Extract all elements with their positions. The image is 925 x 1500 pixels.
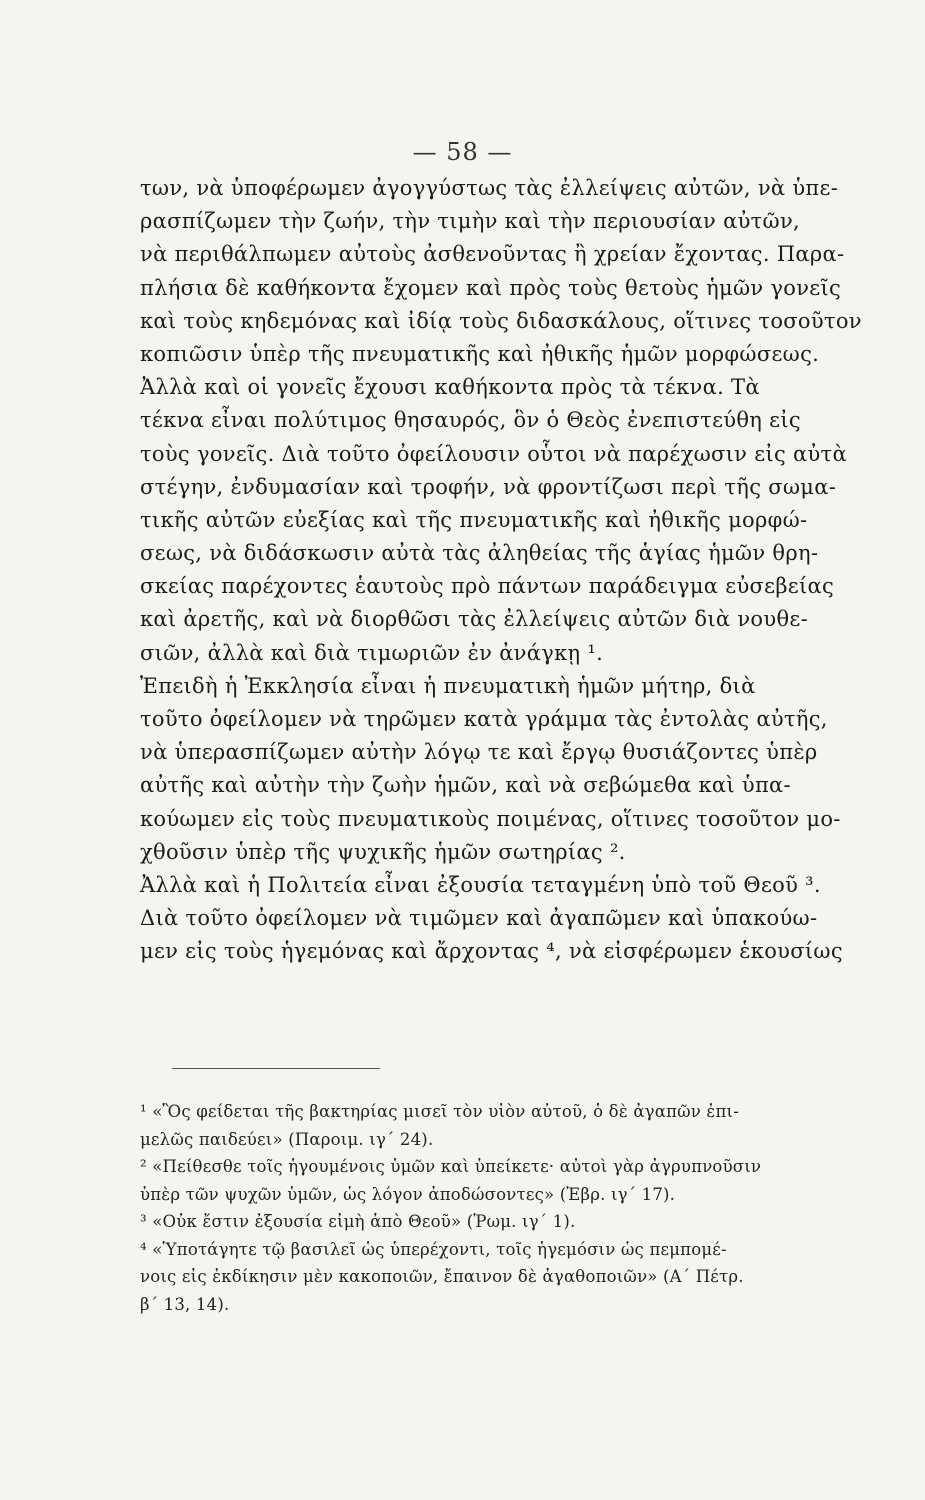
footnote-line: ³ «Οὐκ ἔστιν ἐξουσία εἰμὴ ἀπὸ Θεοῦ» (Ῥωμ. ιγ΄ 1). — [140, 1212, 576, 1231]
footnotes — [140, 1098, 875, 1318]
body-line: κοπιῶσιν ὑπὲρ τῆς πνευματικῆς καὶ ἠθικῆς ἡμῶν μορφώσεως. — [140, 341, 820, 366]
body-line: σιῶν, ἀλλὰ καὶ διὰ τιμωριῶν ἐν ἀνάγκῃ ¹. — [140, 640, 604, 665]
body-line: νὰ ὑπερασπίζωμεν αὐτὴν λόγῳ τε καὶ ἔργῳ θυσιάζοντες ὑπὲρ — [140, 740, 818, 765]
body-line: τέκνα εἶναι πολύτιμος θησαυρός, ὃν ὁ Θεὸς ἐνεπιστεύθη εἰς — [140, 408, 801, 433]
body-line: καὶ ἀρετῆς, καὶ νὰ διορθῶσι τὰς ἐλλείψεις αὐτῶν διὰ νουθε- — [140, 607, 808, 632]
body-text — [140, 172, 875, 969]
footnote-line: β΄ 13, 14). — [140, 1294, 230, 1314]
footnote-line: ¹ «Ὃς φείδεται τῆς βακτηρίας μισεῖ τὸν υἱὸν αὐτοῦ, ὁ δὲ ἀγαπῶν ἐπι- — [140, 1102, 739, 1121]
body-line: Διὰ τοῦτο ὀφείλομεν νὰ τιμῶμεν καὶ ἀγαπῶμεν καὶ ὑπακούω- — [140, 906, 818, 931]
body-line: τοὺς γονεῖς. Διὰ τοῦτο ὀφείλουσιν οὗτοι νὰ παρέχωσιν εἰς αὐτὰ — [140, 441, 847, 466]
body-line: χθοῦσιν ὑπὲρ τῆς ψυχικῆς ἡμῶν σωτηρίας ². — [140, 839, 626, 864]
page-number: — 58 — — [412, 138, 513, 166]
body-line: πλήσια δὲ καθήκοντα ἔχομεν καὶ πρὸς τοὺς θετοὺς ἡμῶν γονεῖς — [140, 275, 842, 300]
body-line: Ἀλλὰ καὶ οἱ γονεῖς ἔχουσι καθήκοντα πρὸς τὰ τέκνα. Τὰ — [140, 375, 760, 400]
body-line: σκείας παρέχοντες ἑαυτοὺς πρὸ πάντων παράδειγμα εὐσεβείας — [140, 574, 835, 599]
body-line: των, νὰ ὑποφέρωμεν ἀγογγύστως τὰς ἐλλείψεις αὐτῶν, νὰ ὑπε- — [140, 176, 839, 200]
footnote-line: ⁴ «Ὑποτάγητε τῷ βασιλεῖ ὡς ὑπερέχοντι, τοῖς ἡγεμόσιν ὡς πεμπομέ- — [140, 1239, 727, 1259]
body-line: κούωμεν εἰς τοὺς πνευματικοὺς ποιμένας, οἵτινες τοσοῦτον μο- — [140, 806, 841, 831]
footnote-divider — [172, 1068, 380, 1069]
body-line: νὰ περιθάλπωμεν αὐτοὺς ἀσθενοῦντας ἢ χρείαν ἔχοντας. Παρα- — [140, 242, 845, 267]
body-line: σεως, νὰ διδάσκωσιν αὐτὰ τὰς ἀληθείας τῆς ἁγίας ἡμῶν θρη- — [140, 541, 819, 566]
body-line: μεν εἰς τοὺς ἡγεμόνας καὶ ἄρχοντας ⁴, νὰ εἰσφέρωμεν ἑκουσίως — [140, 939, 843, 964]
body-line: τικῆς αὐτῶν εὐεξίας καὶ τῆς πνευματικῆς καὶ ἠθικῆς μορφώ- — [140, 507, 808, 532]
body-line: στέγην, ἐνδυμασίαν καὶ τροφήν, νὰ φροντίζωσι περὶ τῆς σωμα- — [140, 474, 837, 499]
footnote-line: ² «Πείθεσθε τοῖς ἡγουμένοις ὑμῶν καὶ ὑπείκετε· αὐτοὶ γὰρ ἀγρυπνοῦσιν — [140, 1157, 762, 1176]
body-line: Ἐπειδὴ ἡ Ἐκκλησία εἶναι ἡ πνευματικὴ ἡμῶν μήτηρ, διὰ — [140, 673, 756, 698]
body-line: Ἀλλὰ καὶ ἡ Πολιτεία εἶναι ἐξουσία τεταγμένη ὑπὸ τοῦ Θεοῦ ³. — [140, 872, 821, 897]
body-line: αὐτῆς καὶ αὐτὴν τὴν ζωὴν ἡμῶν, καὶ νὰ σεβώμεθα καὶ ὑπα- — [140, 773, 791, 798]
footnote-line: μελῶς παιδεύει» (Παροιμ. ιγ΄ 24). — [140, 1129, 434, 1149]
body-line: ρασπίζωμεν τὴν ζωήν, τὴν τιμὴν καὶ τὴν περιουσίαν αὐτῶν, — [140, 209, 801, 234]
body-line: τοῦτο ὀφείλομεν νὰ τηρῶμεν κατὰ γράμμα τὰς ἐντολὰς αὐτῆς, — [140, 707, 828, 731]
footnote-line: νοις εἰς ἐκδίκησιν μὲν κακοποιῶν, ἔπαινον δὲ ἀγαθοποιῶν» (Α΄ Πέτρ. — [140, 1267, 744, 1286]
footnote-line: ὑπὲρ τῶν ψυχῶν ὑμῶν, ὡς λόγον ἀποδώσοντες» (Ἑβρ. ιγ΄ 17). — [140, 1184, 676, 1204]
body-line: καὶ τοὺς κηδεμόνας καὶ ἰδίᾳ τοὺς διδασκάλους, οἵτινες τοσοῦτον — [140, 308, 862, 333]
